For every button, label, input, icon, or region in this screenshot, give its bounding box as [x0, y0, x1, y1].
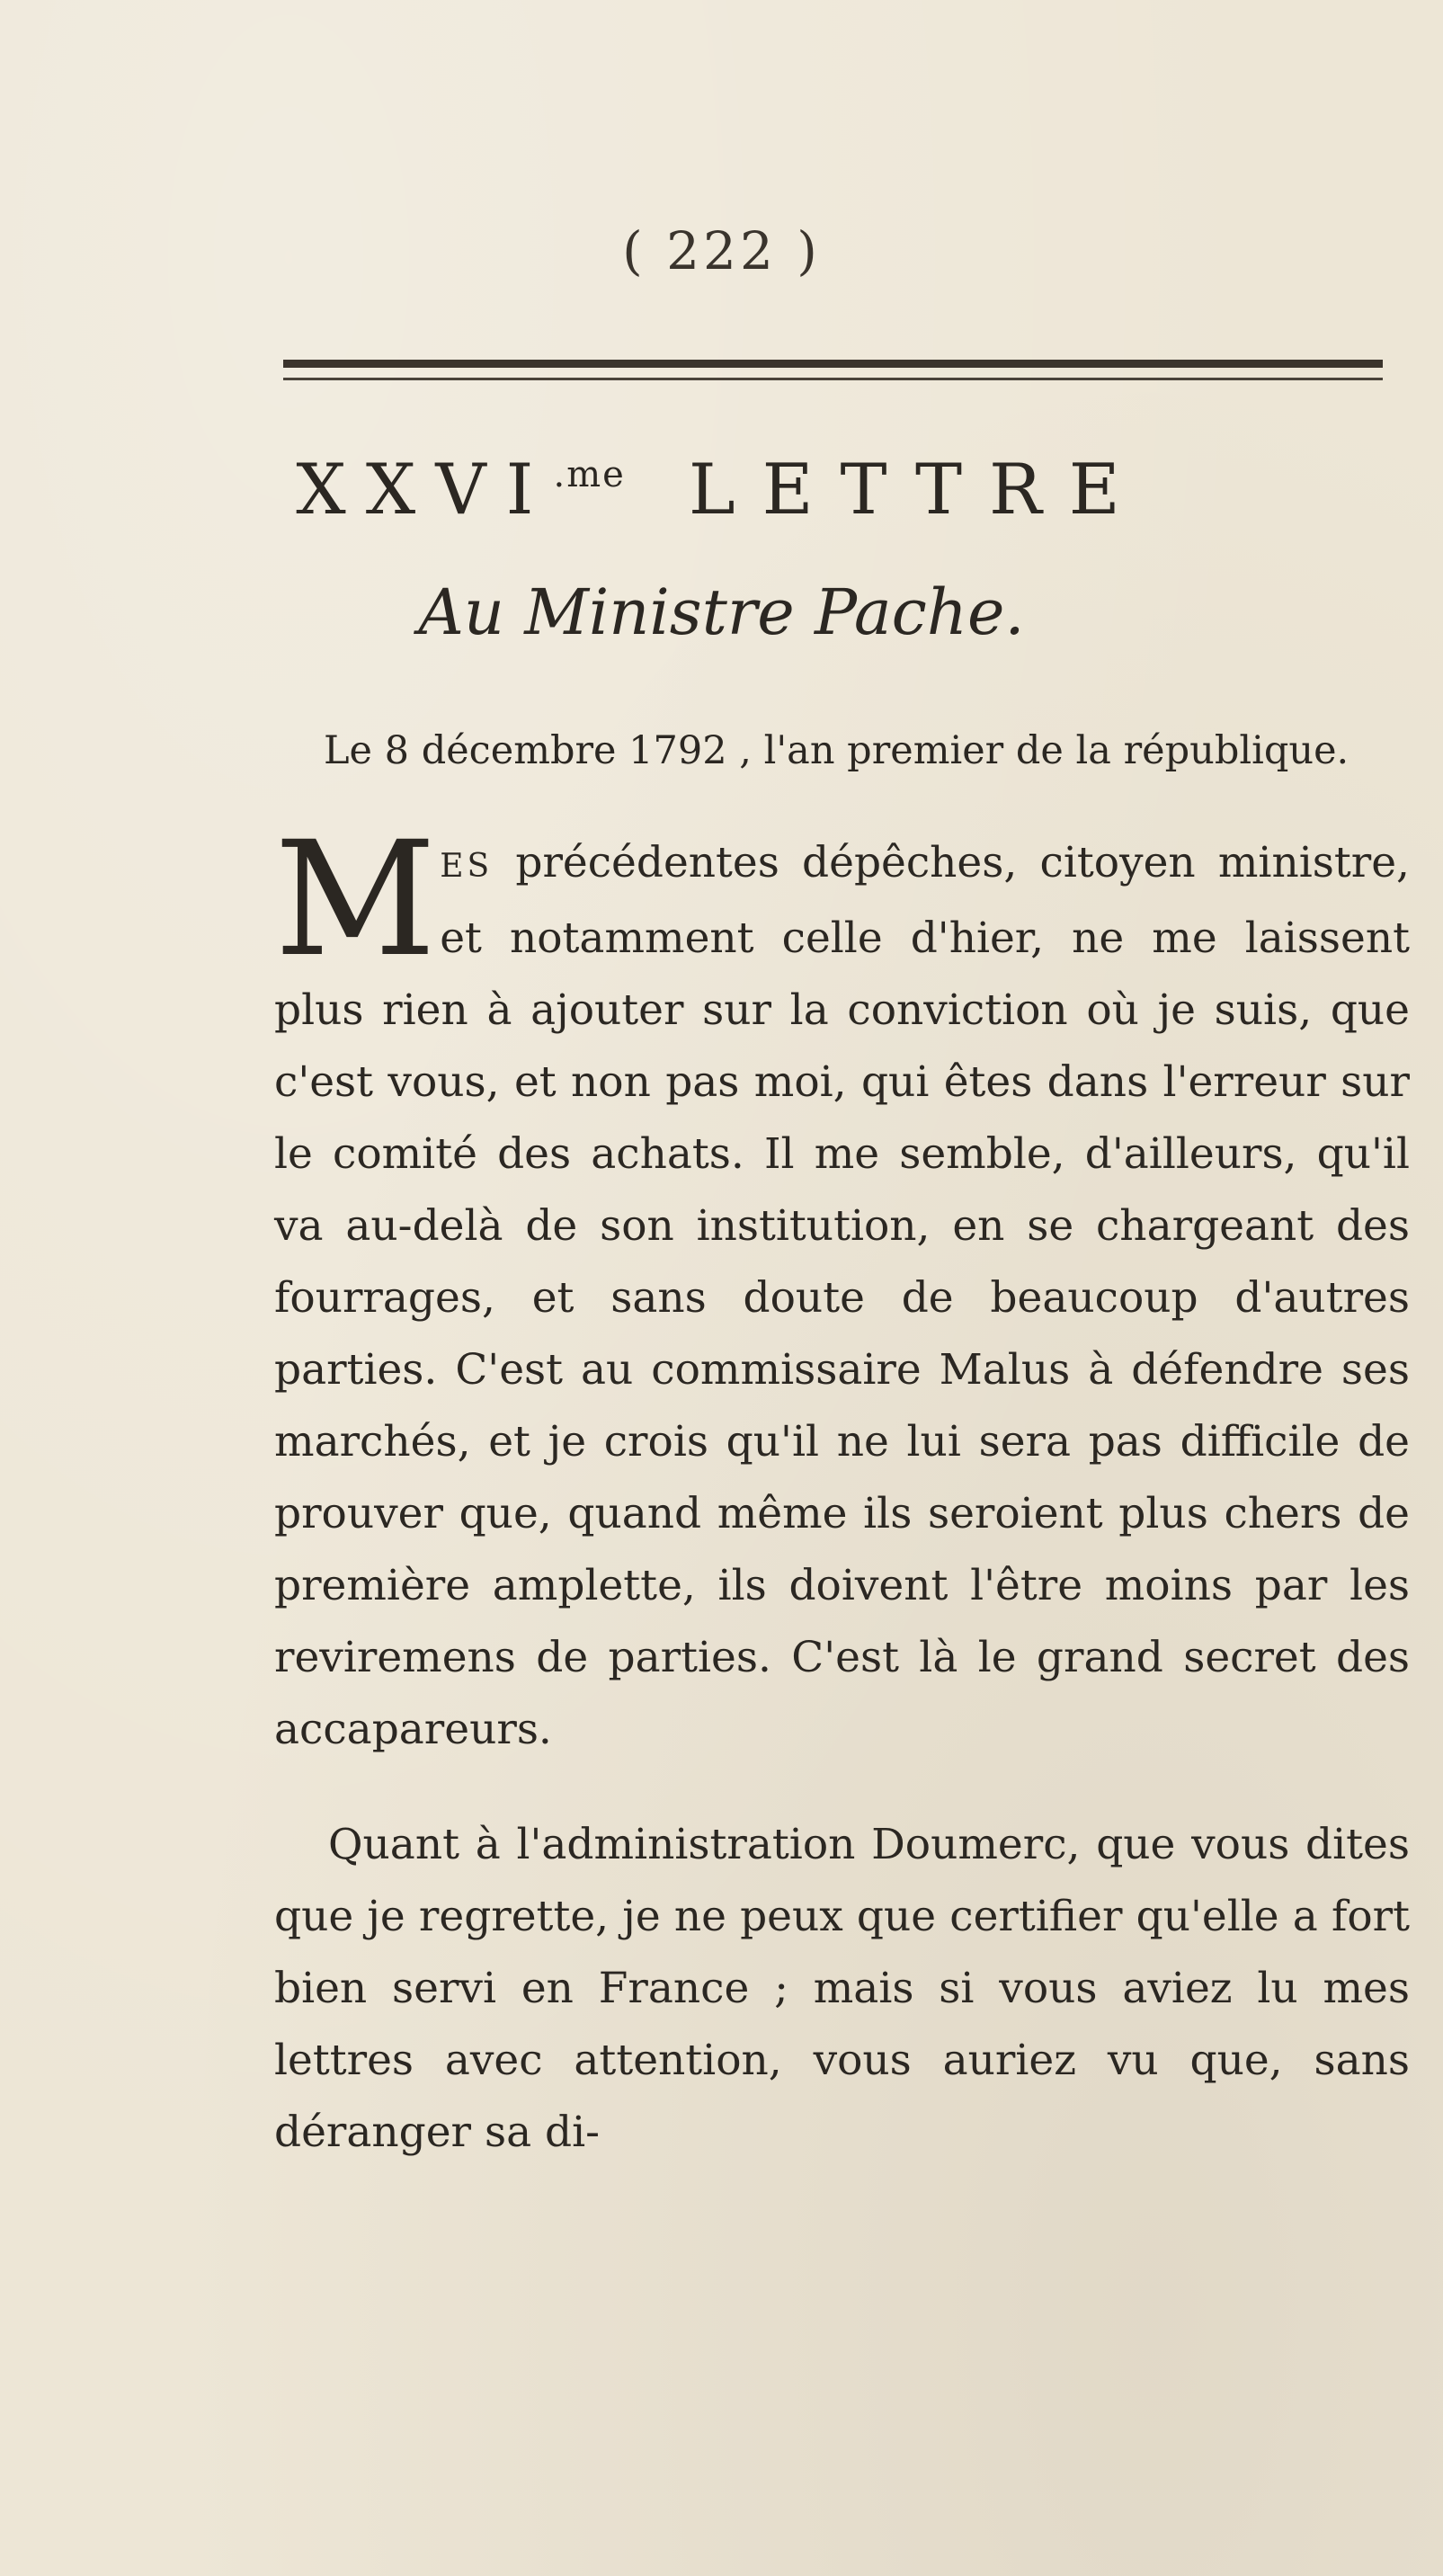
- letter-body: [274, 807, 1410, 2169]
- paragraph-1-text: précédentes dépêches, citoyen ministre, et notamment celle d'hier, ne me laissent plus rien à ajouter sur la conviction où je suis, que c'est vous, et non pas moi, qui êtes dans l'erreur sur le comité des achats. Il me semble, d'ailleurs, qu'il va au-delà de son institution, en se chargeant des fourrages, et sans doute de beaucoup d'autres parties. C'est au commissaire Malus à défendre ses marchés, et je crois qu'il ne lui sera pas difficile de prouver que, quand même ils seroient plus chers de première amplette, ils doivent l'être moins par les reviremens de parties. C'est là le grand secret des accapareurs.: [274, 838, 1410, 1754]
- dateline: Le 8 décembre 1792 , l'an premier de la république.: [324, 728, 1349, 773]
- page-number: ( 222 ): [622, 220, 821, 281]
- letter-ordinal: .me: [553, 454, 626, 495]
- header-rule-thick: [283, 360, 1383, 368]
- recipient-line: Au Ministre Pache.: [418, 575, 1025, 649]
- header-rule-thin: [283, 378, 1383, 380]
- drop-cap: M: [274, 807, 437, 992]
- letter-number: XXVI: [296, 450, 554, 530]
- letter-heading: [0, 450, 1443, 530]
- paragraph-2: Quant à l'administration Doumerc, que vous dites que je regrette, je ne peux que certifier qu'elle a fort bien servi en France ; mais si vous aviez lu mes lettres avec attention, vous auriez vu que, sans déranger sa di-: [274, 1820, 1410, 2157]
- paragraph-1: [274, 807, 1410, 1766]
- small-caps-lead: ES: [440, 848, 494, 885]
- letter-word: LETTRE: [688, 450, 1147, 530]
